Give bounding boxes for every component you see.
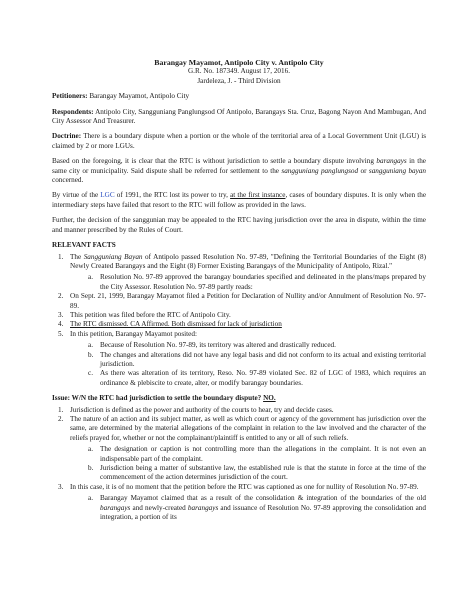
text-run: barangays [100,503,131,512]
text-run: of Antipolo passed Resolution No. 97-89, "Defining the Territorial Boundaries of the Eight (8) Newly Created Barangays and the Eight (8) Former Existing Barangays of the Municipality of Antipolo, Rizal." [70,252,427,270]
doctrine-label: Doctrine: [52,132,82,141]
list-item [52,292,426,311]
list-number: a. [88,494,93,503]
foregoing-paragraph [52,157,426,185]
text-run: in the same city or municipality. Said dispute shall be referred for settlement to the [52,157,426,175]
doctrine-text: There is a boundary dispute when a portion or the whole of the territorial area of a Local Government Unit (LGU) is claimed by 2 or more LGUs. [52,132,426,150]
text-run: On Sept. 21, 1999, Barangay Mayamot filed a Petition for Declaration of Nullity and/or Annulment of Resolution No. 97-89. [70,292,426,310]
issue-text: Issue: W/N the RTC had jurisdiction to settle the boundary dispute? [52,394,264,403]
text-run: In this case, it is of no moment that the petition before the RTC was captioned as one for nullity of Resolution No. 97-89. [70,482,419,491]
list-number: a. [88,445,93,454]
case-ponente: Jardeleza, J. - Third Division [197,76,281,85]
facts-list [52,253,426,389]
list-number: 5. [58,329,64,338]
sub-list [70,341,426,388]
text-run: The [70,252,84,261]
list-item [52,406,426,415]
list-number: 3. [58,482,64,491]
list-number: 2. [58,292,64,301]
list-item [52,483,426,523]
list-number: 1. [58,252,64,261]
list-number: c. [88,369,93,378]
list-item [70,273,426,292]
text-run: Jurisdiction being a matter of substantive law, the established rule is that the statute in force at the time of the commencement of the action determines jurisdiction of the court. [100,464,426,482]
list-item [70,369,426,388]
text-run: By virtue of the [52,191,101,200]
text-run: barangays [376,157,407,166]
sub-list [70,445,426,483]
list-number: a. [88,341,93,350]
list-number: 1. [58,405,64,414]
list-number: a. [88,273,93,282]
list-number: b. [88,350,94,359]
list-item [70,494,426,522]
text-run: Because of Resolution No. 97-89, its territory was altered and drastically reduced. [100,341,336,350]
text-run: sangguniang panglungsod [281,166,359,175]
text-run: and issuance of Resolution No. 97-89 approving the consolidation and integration, a portion of its [100,503,426,522]
list-number: 4. [58,320,64,329]
underlined-text: at the first instance [230,191,286,200]
issue-heading [52,394,426,403]
list-item [70,341,426,350]
case-header [52,58,426,86]
petitioners-line [52,92,426,101]
text-run: The changes and alterations did not have any legal basis and did not conform to its actual and existing territorial jurisdiction. [100,350,426,368]
petitioners-label: Petitioners: [52,92,88,101]
text-run: This petition was filed before the RTC of Antipolo City. [70,310,231,319]
list-item [52,253,426,293]
underlined-text: The RTC dismissed. CA Affirmed. Both dismissed for lack of jurisdiction [70,320,282,329]
text-run: Jurisdiction is defined as the power and authority of the courts to hear, try and decide cases. [70,405,334,414]
doctrine-paragraph [52,132,426,151]
list-item [52,320,426,329]
text-run: , cases of boundary disputes. It is only when the intermediary steps have failed that resort to the RTC will follow as provided in the laws. [52,191,427,209]
list-number: 3. [58,310,64,319]
text-run: and newly-created [130,503,188,512]
respondents-label: Respondents: [52,107,94,116]
text-run: sangguniang bayan [368,166,427,175]
list-item [52,311,426,320]
respondents-line [52,108,426,127]
petitioners-text: Barangay Mayamot, Antipolo City [87,92,190,101]
list-item [70,445,426,464]
text-run: or [358,166,369,175]
respondents-text: Antipolo City, Sangguniang Panglungsod Of Antipolo, Barangays Sta. Cruz, Bagong Nayon And Mambugan, And City Assessor And Treasurer. [52,107,426,126]
text-run: The nature of an action and its subject matter, as well as which court or agency of the government has jurisdiction over the same, are determined by the material allegations of the complaint in relation to the law involved and the character of the reliefs prayed for, whether or not the complainant/plaintiff is entitled to any or all of such reliefs. [70,415,426,442]
lgc-link[interactable]: LGC [100,191,115,200]
further-paragraph: Further, the decision of the sanggunian may be appealed to the RTC having jurisdiction over the area in dispute, within the time and manner prescribed by the Rules of Court. [52,216,426,234]
text-run: Barangay Mayamot claimed that as a result of the consolidation & integration of the boundaries of the old [100,494,426,503]
list-item [70,351,426,370]
list-number: b. [88,464,94,473]
text-run: Based on the foregoing, it is clear that the RTC is without jurisdiction to settle a boundary dispute involving [52,157,377,166]
ruling-list [52,406,426,523]
sub-list [70,273,426,292]
text-run: Sangguniang Bayan [83,252,143,261]
text-run: barangays [187,503,219,512]
text-run: Resolution No. 97-89 approved the barangay boundaries specified and delineated in the plans/maps prepared by the City Assessor. Resolution No. 97-89 partly reads: [100,273,426,291]
lgc-paragraph [52,191,426,210]
list-item [70,464,426,483]
list-number: 2. [58,415,64,423]
issue-answer: NO. [263,394,276,403]
text-run: concerned. [52,176,84,185]
facts-heading: RELEVANT FACTS [52,241,116,250]
text-run: In this petition, Barangay Mayamot posited: [70,329,197,338]
sub-list [70,494,426,522]
document-page [52,58,426,522]
text-run: As there was alteration of its territory, Reso. No. 97-89 violated Sec. 82 of LGC of 1983, which requires an ordinance & plebiscite to create, alter, or modify barangay boundaries. [100,369,426,387]
case-title: Barangay Mayamot, Antipolo City v. Antipolo City [154,58,324,67]
text-run: The designation or caption is not controlling more than the allegations in the complaint. It is not even an indispensable part of the complaint. [100,445,426,463]
text-run: of 1991, the RTC lost its power to try, [114,191,231,200]
list-item [52,330,426,388]
list-item [52,415,426,483]
case-citation: G.R. No. 187349. August 17, 2016. [187,67,291,76]
